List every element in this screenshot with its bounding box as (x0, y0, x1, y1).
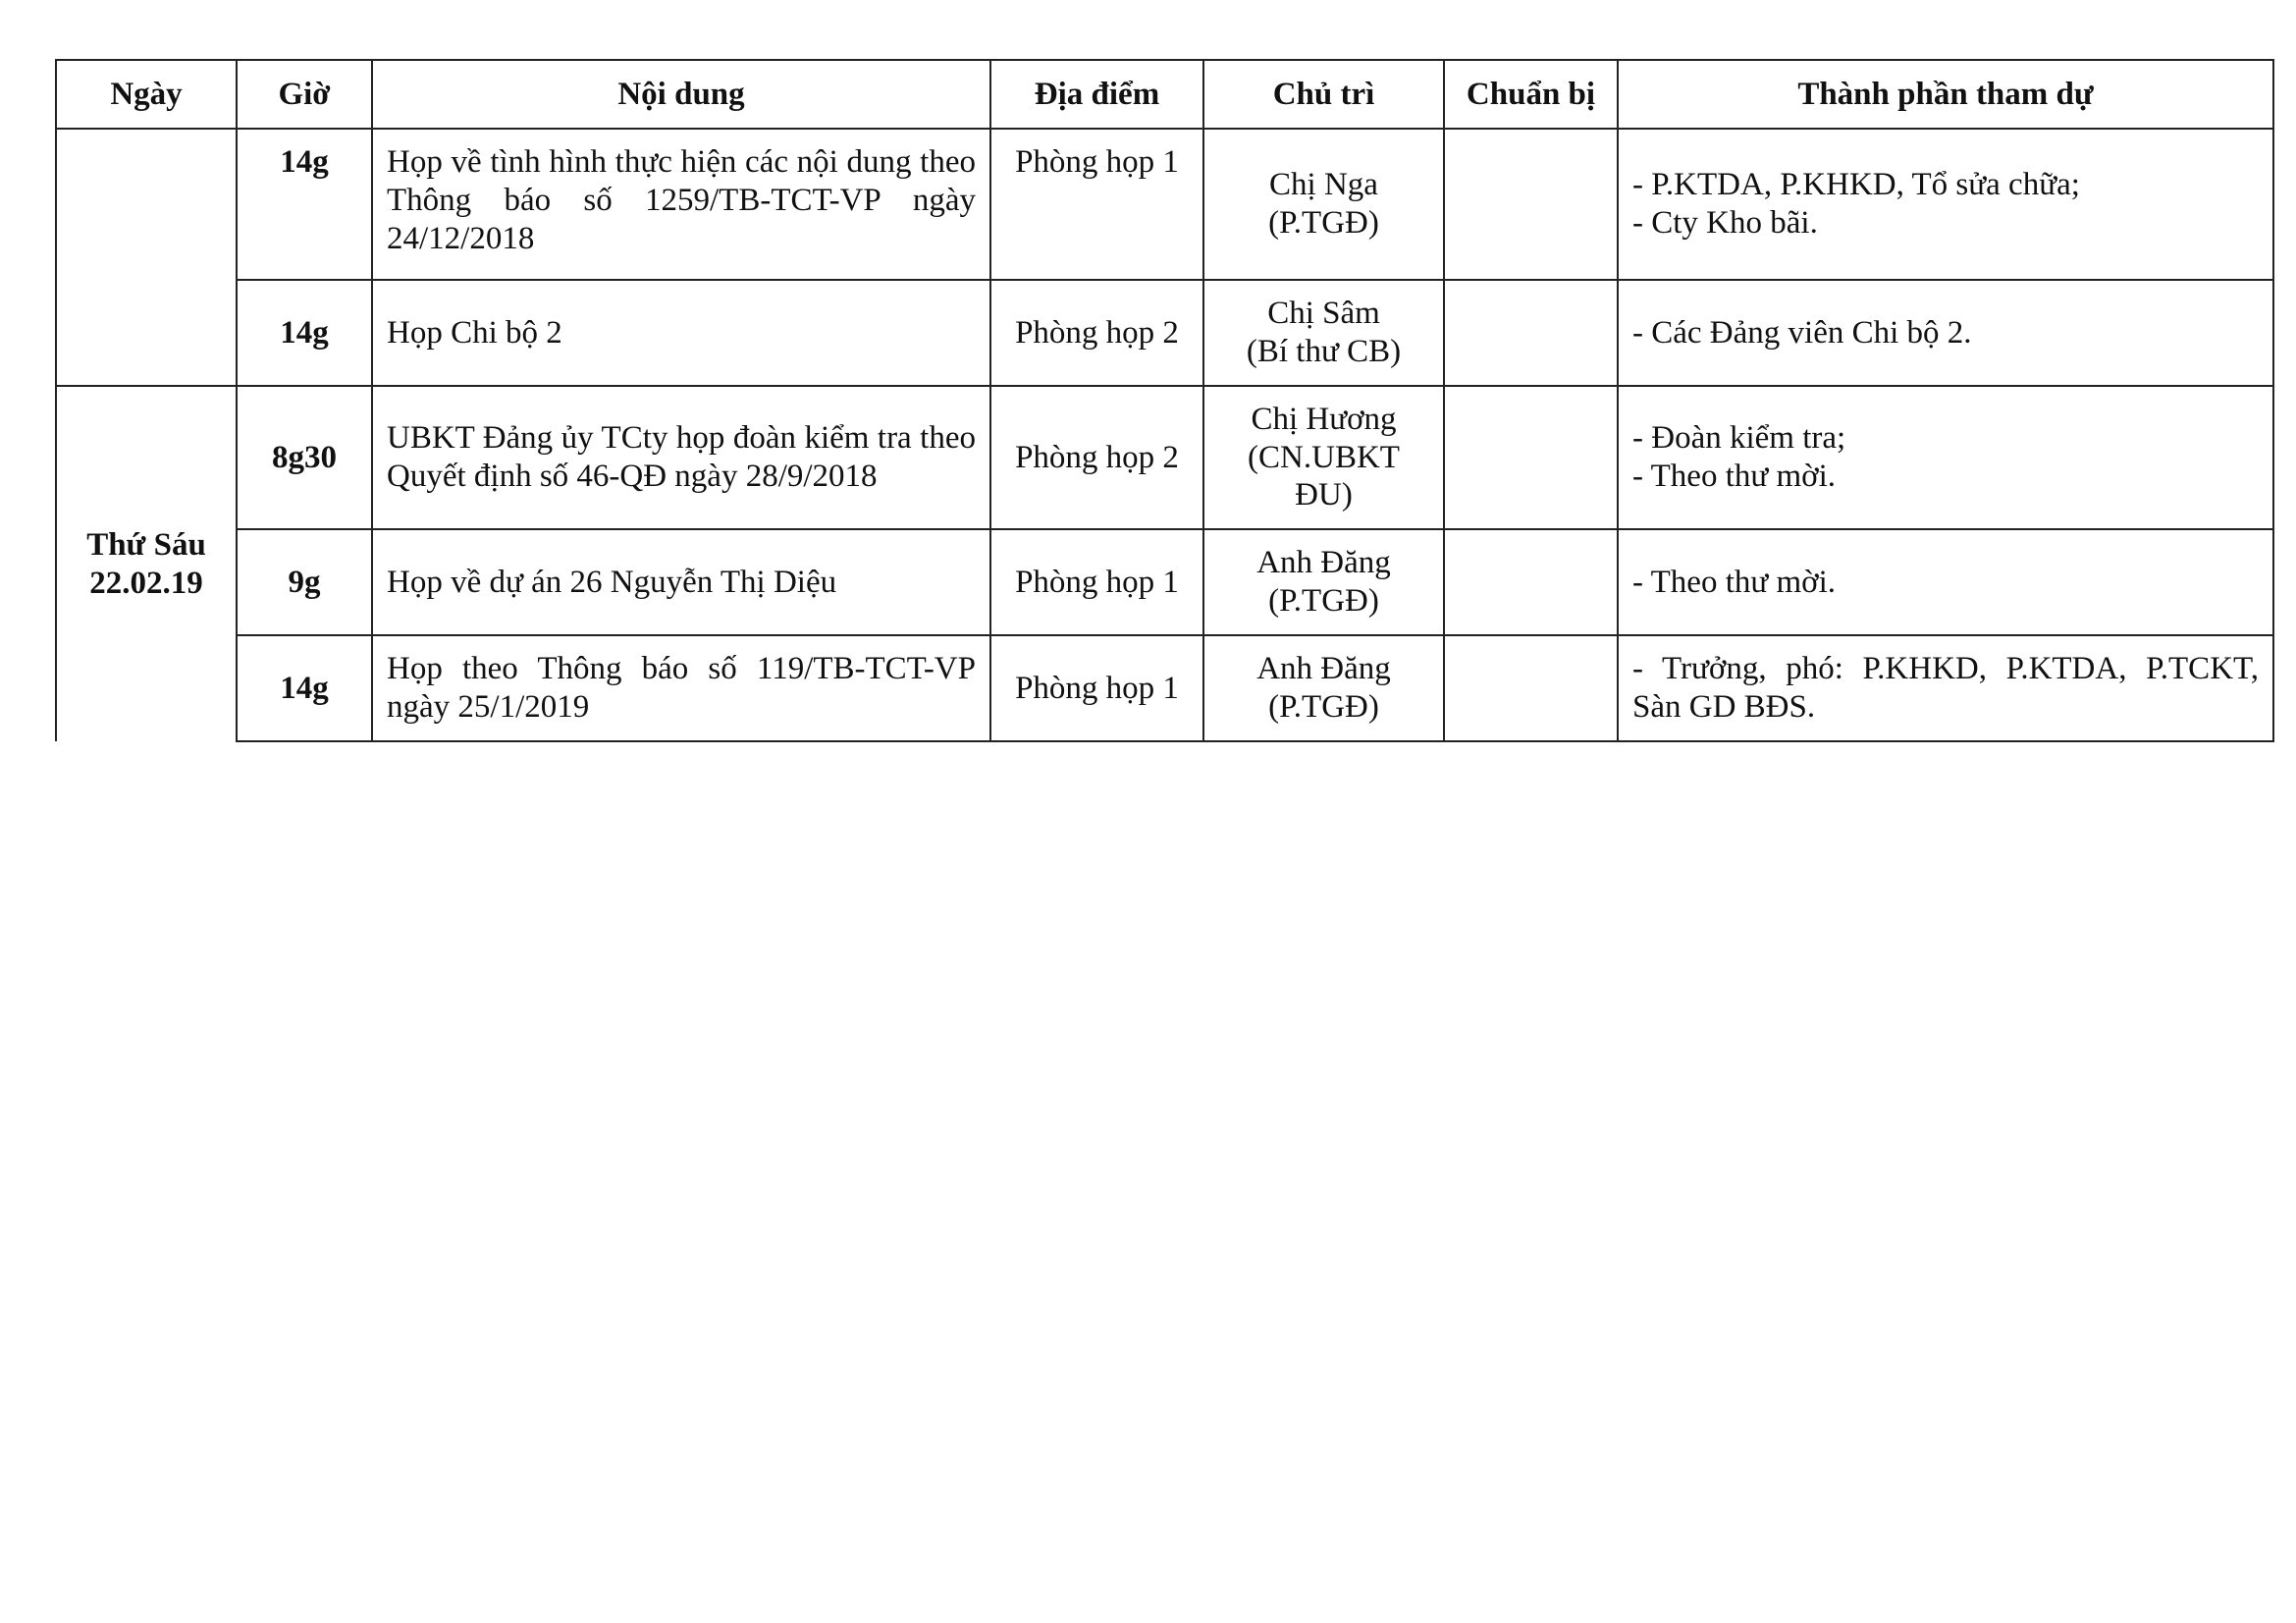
attendee-line: - P.KTDA, P.KHKD, Tổ sửa chữa; (1632, 167, 2080, 203)
chair-title: (P.TGĐ) (1268, 689, 1379, 725)
header-row (56, 60, 2273, 129)
chair-name: Chị Sâm (1267, 296, 1380, 332)
content-cell: UBKT Đảng ủy TCty họp đoàn kiểm tra theo Quyết định số 46-QĐ ngày 28/9/2018 (372, 386, 990, 529)
header-location: Địa điểm (990, 60, 1203, 129)
time-cell: 14g (237, 635, 372, 741)
attendee-line: - Cty Kho bãi. (1632, 205, 1818, 241)
chair-name: Anh Đăng (1256, 651, 1391, 687)
day-cell (56, 386, 237, 741)
content-cell: Họp về tình hình thực hiện các nội dung theo Thông báo số 1259/TB-TCT-VP ngày 24/12/2018 (372, 129, 990, 280)
header-prepare: Chuẩn bị (1444, 60, 1618, 129)
attendee-line: - Theo thư mời. (1632, 459, 1837, 494)
day-date: 22.02.19 (89, 565, 203, 601)
attendees-cell (1618, 635, 2273, 741)
chair-cell (1203, 129, 1444, 280)
header-day: Ngày (56, 60, 237, 129)
time-cell: 9g (237, 529, 372, 635)
location-cell: Phòng họp 1 (990, 635, 1203, 741)
attendees-cell (1618, 529, 2273, 635)
table-row (56, 635, 2273, 741)
chair-name: Chị Nga (1269, 167, 1378, 203)
header-attendees: Thành phần tham dự (1618, 60, 2273, 129)
location-cell: Phòng họp 2 (990, 280, 1203, 386)
chair-title: (CN.UBKT (1248, 439, 1400, 475)
time-cell: 14g (237, 280, 372, 386)
attendee-line: - Đoàn kiểm tra; (1632, 420, 1846, 457)
location-cell: Phòng họp 2 (990, 386, 1203, 529)
chair-cell (1203, 635, 1444, 741)
day-label: Thứ Sáu (86, 526, 206, 563)
header-chair: Chủ trì (1203, 60, 1444, 129)
attendees-cell (1618, 386, 2273, 529)
chair-title: (Bí thư CB) (1246, 334, 1402, 369)
chair-title: ĐU) (1295, 477, 1353, 514)
attendees-cell (1618, 280, 2273, 386)
location-cell: Phòng họp 1 (990, 129, 1203, 280)
content-cell: Họp về dự án 26 Nguyễn Thị Diệu (372, 529, 990, 635)
prepare-cell (1444, 280, 1618, 386)
prepare-cell (1444, 635, 1618, 741)
chair-name: Chị Hương (1251, 401, 1397, 437)
chair-title: (P.TGĐ) (1268, 583, 1379, 619)
chair-title: (P.TGĐ) (1268, 205, 1379, 241)
header-content: Nội dung (372, 60, 990, 129)
attendee-line: - Theo thư mời. (1632, 564, 1837, 600)
table-row (56, 529, 2273, 635)
attendee-line: - Trưởng, phó: P.KHKD, P.KTDA, P.TCKT, Sàn GD BĐS. (1632, 651, 2259, 725)
chair-cell (1203, 529, 1444, 635)
table-row (56, 386, 2273, 529)
table-row (56, 129, 2273, 280)
content-cell: Họp Chi bộ 2 (372, 280, 990, 386)
content-cell: Họp theo Thông báo số 119/TB-TCT-VP ngày 25/1/2019 (372, 635, 990, 741)
prepare-cell (1444, 129, 1618, 280)
prepare-cell (1444, 529, 1618, 635)
chair-cell (1203, 280, 1444, 386)
schedule-table (55, 59, 2274, 742)
table-row (56, 280, 2273, 386)
chair-name: Anh Đăng (1256, 545, 1391, 581)
time-cell: 8g30 (237, 386, 372, 529)
prepare-cell (1444, 386, 1618, 529)
time-cell: 14g (237, 129, 372, 280)
chair-cell (1203, 386, 1444, 529)
day-cell (56, 129, 237, 386)
header-time: Giờ (237, 60, 372, 129)
attendee-line: - Các Đảng viên Chi bộ 2. (1632, 314, 1972, 351)
location-cell: Phòng họp 1 (990, 529, 1203, 635)
attendees-cell (1618, 129, 2273, 280)
